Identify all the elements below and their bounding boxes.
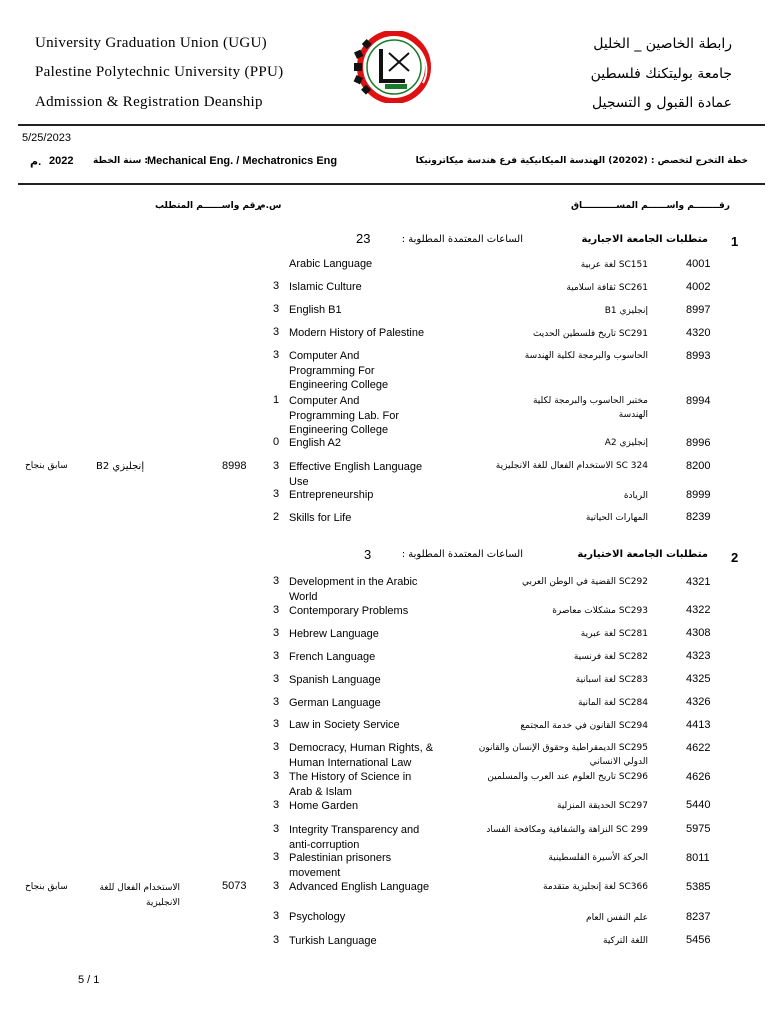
- prereq-code: 5073: [222, 880, 247, 892]
- plan-year: 2022: [49, 155, 74, 167]
- section-2-number: 2: [731, 550, 739, 565]
- course-hours: 3: [272, 880, 280, 892]
- course-code: 8999: [686, 489, 711, 501]
- course-hours: 3: [272, 627, 280, 639]
- course-hours: 3: [272, 851, 280, 863]
- course-name-ar: SC291 تاريخ فلسطين الحديث: [532, 329, 648, 339]
- course-hours: 3: [272, 718, 280, 730]
- course-hours: 3: [272, 799, 280, 811]
- section-1-hours-label: الساعات المعتمدة المطلوبة :: [401, 234, 523, 245]
- course-name-en: Entrepreneurship: [289, 489, 374, 501]
- course-code: 8011: [686, 852, 710, 864]
- prereq-name: الاستخدام الفعال للغة الانجليزية: [99, 883, 180, 908]
- course-hours: 3: [272, 460, 280, 472]
- header-en-line-1: University Graduation Union (UGU): [35, 35, 267, 51]
- course-hours: 1: [272, 394, 280, 406]
- course-name-en: Turkish Language: [289, 935, 377, 947]
- course-name-ar: إنجليزي B1: [604, 306, 648, 316]
- course-name-en: Development in the Arabic World: [289, 576, 418, 603]
- university-logo: [349, 31, 435, 103]
- course-name-en: Arabic Language: [289, 258, 373, 270]
- course-name-en: Palestinian prisoners movement: [289, 852, 392, 879]
- prereq-code: 8998: [222, 460, 247, 472]
- prereq-type: سابق بنجاح: [25, 882, 68, 892]
- header-ar-line-3: عمادة القبول و التسجيل: [592, 95, 732, 111]
- course-hours: 3: [272, 741, 280, 753]
- course-name-ar: الحركة الأسيرة الفلسطينية: [548, 853, 648, 863]
- course-name-ar: SC151 لغة عربية: [580, 260, 648, 270]
- course-code: 8994: [686, 395, 711, 407]
- plan-year-suffix: م.: [30, 156, 42, 168]
- course-code: 4322: [686, 604, 711, 616]
- column-prereq: رقم واســــــم المتطلب: [155, 201, 261, 211]
- course-code: 8997: [686, 304, 711, 316]
- header-en-line-3: Admission & Registration Deanship: [35, 94, 263, 110]
- course-code: 8239: [686, 511, 711, 523]
- course-name-ar: SC282 لغة فرنسية: [573, 652, 648, 662]
- course-name-en: Democracy, Human Rights, & Human International Law: [289, 742, 434, 769]
- course-name-ar: SC283 لغة اسبانية: [575, 675, 648, 685]
- course-name-en: Integrity Transparency and anti-corruption: [289, 824, 420, 851]
- plan-major: Mechanical Eng. / Mechatronics Eng: [147, 155, 338, 167]
- course-code: 5456: [686, 934, 711, 946]
- column-course: رقــــــــم واســــــم المســـــــــــاق: [571, 201, 730, 211]
- prereq-name: إنجليزي B2: [96, 461, 145, 472]
- course-name-ar: SC292 القضية في الوطن العربي: [521, 577, 648, 587]
- course-name-en: Skills for Life: [289, 512, 352, 524]
- header-ar-line-1: رابطة الخاصين _ الخليل: [593, 36, 732, 52]
- course-code: 8996: [686, 437, 711, 449]
- course-name-ar: المهارات الحياتية: [585, 513, 648, 523]
- column-hours: س.م: [259, 201, 282, 211]
- plan-rule: [18, 183, 765, 185]
- plan-year-label: : سنة الخطة: [93, 156, 149, 166]
- course-name-en: French Language: [289, 651, 376, 663]
- course-hours: 3: [272, 280, 280, 292]
- course-code: 4323: [686, 650, 711, 662]
- plan-title-ar: خطة التخرج لتخصص : (20202) الهندسة الميكانيكية فرع هندسة ميكاترونيكا: [415, 156, 748, 166]
- course-hours: 3: [272, 575, 280, 587]
- course-hours: 3: [272, 770, 280, 782]
- course-name-ar: SC281 لغة عبرية: [580, 629, 648, 639]
- course-name-en: Law in Society Service: [289, 719, 400, 731]
- course-name-en: German Language: [289, 697, 381, 709]
- course-hours: 2: [272, 511, 280, 523]
- course-name-ar: SC297 الحديقة المنزلية: [557, 801, 648, 811]
- prereq-type: سابق بنجاح: [25, 461, 68, 471]
- section-1-hours-value: 23: [356, 231, 371, 246]
- course-code: 5385: [686, 881, 711, 893]
- course-code: 4326: [686, 696, 711, 708]
- course-name-en: English A2: [289, 437, 341, 449]
- course-code: 8993: [686, 350, 711, 362]
- course-name-en: Computer And Programming For Engineering College: [289, 350, 389, 391]
- course-hours: 3: [272, 673, 280, 685]
- course-code: 4001: [686, 258, 711, 270]
- course-name-ar: SC366 لغة إنجليزية متقدمة: [543, 882, 648, 892]
- section-1-title: متطلبات الجامعة الاجبارية: [581, 234, 708, 245]
- course-code: 5440: [686, 799, 711, 811]
- course-name-en: Contemporary Problems: [289, 605, 409, 617]
- course-code: 4320: [686, 327, 711, 339]
- course-code: 8237: [686, 911, 711, 923]
- course-code: 4002: [686, 281, 711, 293]
- course-name-ar: SC261 ثقافة اسلامية: [566, 283, 648, 293]
- course-hours: 3: [272, 303, 280, 315]
- course-hours: 3: [272, 326, 280, 338]
- section-1-number: 1: [731, 234, 739, 249]
- course-code: 4321: [686, 576, 711, 588]
- course-hours: 0: [272, 436, 280, 448]
- header-rule: [18, 124, 765, 126]
- course-name-en: Psychology: [289, 911, 346, 923]
- course-hours: 3: [272, 934, 280, 946]
- course-hours: 3: [272, 696, 280, 708]
- course-hours: 3: [272, 910, 280, 922]
- course-name-ar: SC296 تاريخ العلوم عند العرب والمسلمين: [487, 772, 648, 782]
- course-name-ar: اللغة التركية: [603, 936, 648, 946]
- course-hours: 3: [272, 488, 280, 500]
- course-hours: 3: [272, 349, 280, 361]
- course-name-ar: إنجليزي A2: [604, 438, 648, 448]
- course-code: 5975: [686, 823, 711, 835]
- course-name-en: Islamic Culture: [289, 281, 362, 293]
- course-name-ar: الريادة: [623, 491, 648, 501]
- course-name-en: Effective English Language Use: [289, 461, 423, 488]
- course-code: 8200: [686, 460, 711, 472]
- print-date: 5/25/2023: [22, 132, 71, 144]
- section-2-hours-value: 3: [364, 547, 372, 562]
- course-name-en: Spanish Language: [289, 674, 381, 686]
- course-hours: 3: [272, 650, 280, 662]
- course-name-en: Modern History of Palestine: [289, 327, 425, 339]
- course-name-en: Hebrew Language: [289, 628, 379, 640]
- header-en-line-2: Palestine Polytechnic University (PPU): [35, 64, 284, 80]
- course-name-ar: الحاسوب والبرمجة لكلية الهندسة: [524, 351, 648, 361]
- course-name-ar: SC 299 النزاهة والشفافية ومكافحة الفساد: [486, 825, 648, 835]
- course-code: 4325: [686, 673, 711, 685]
- course-name-en: Home Garden: [289, 800, 359, 812]
- section-2-hours-label: الساعات المعتمدة المطلوبة :: [401, 549, 523, 560]
- header-ar-line-2: جامعة بوليتكنك فلسطين: [590, 66, 732, 82]
- course-name-ar: مختبر الحاسوب والبرمجة لكلية الهندسة: [532, 396, 648, 420]
- course-name-ar: علم النفس العام: [586, 913, 648, 923]
- course-hours: 3: [272, 823, 280, 835]
- course-name-ar: SC 324 الاستخدام الفعال للغة الانجليزية: [495, 461, 648, 471]
- course-code: 4622: [686, 742, 711, 754]
- page-number: 5 / 1: [78, 974, 100, 986]
- section-2-title: متطلبات الجامعة الاختيارية: [577, 549, 708, 560]
- course-name-ar: SC294 القانون في خدمة المجتمع: [520, 721, 648, 731]
- course-hours: 3: [272, 604, 280, 616]
- course-code: 4626: [686, 771, 711, 783]
- course-name-en: Advanced English Language: [289, 881, 430, 893]
- course-code: 4308: [686, 627, 711, 639]
- course-name-ar: SC284 لغة المانية: [577, 698, 648, 708]
- course-name-ar: SC293 مشكلات معاصرة: [552, 606, 648, 616]
- course-code: 4413: [686, 719, 711, 731]
- course-name-en: The History of Science in Arab & Islam: [289, 771, 412, 798]
- course-name-en: English B1: [289, 304, 342, 316]
- course-name-ar: SC295 الديمقراطية وحقوق الإنسان والقانون الدولي الانساني: [478, 743, 648, 767]
- course-name-en: Computer And Programming Lab. For Engineering College: [289, 395, 400, 436]
